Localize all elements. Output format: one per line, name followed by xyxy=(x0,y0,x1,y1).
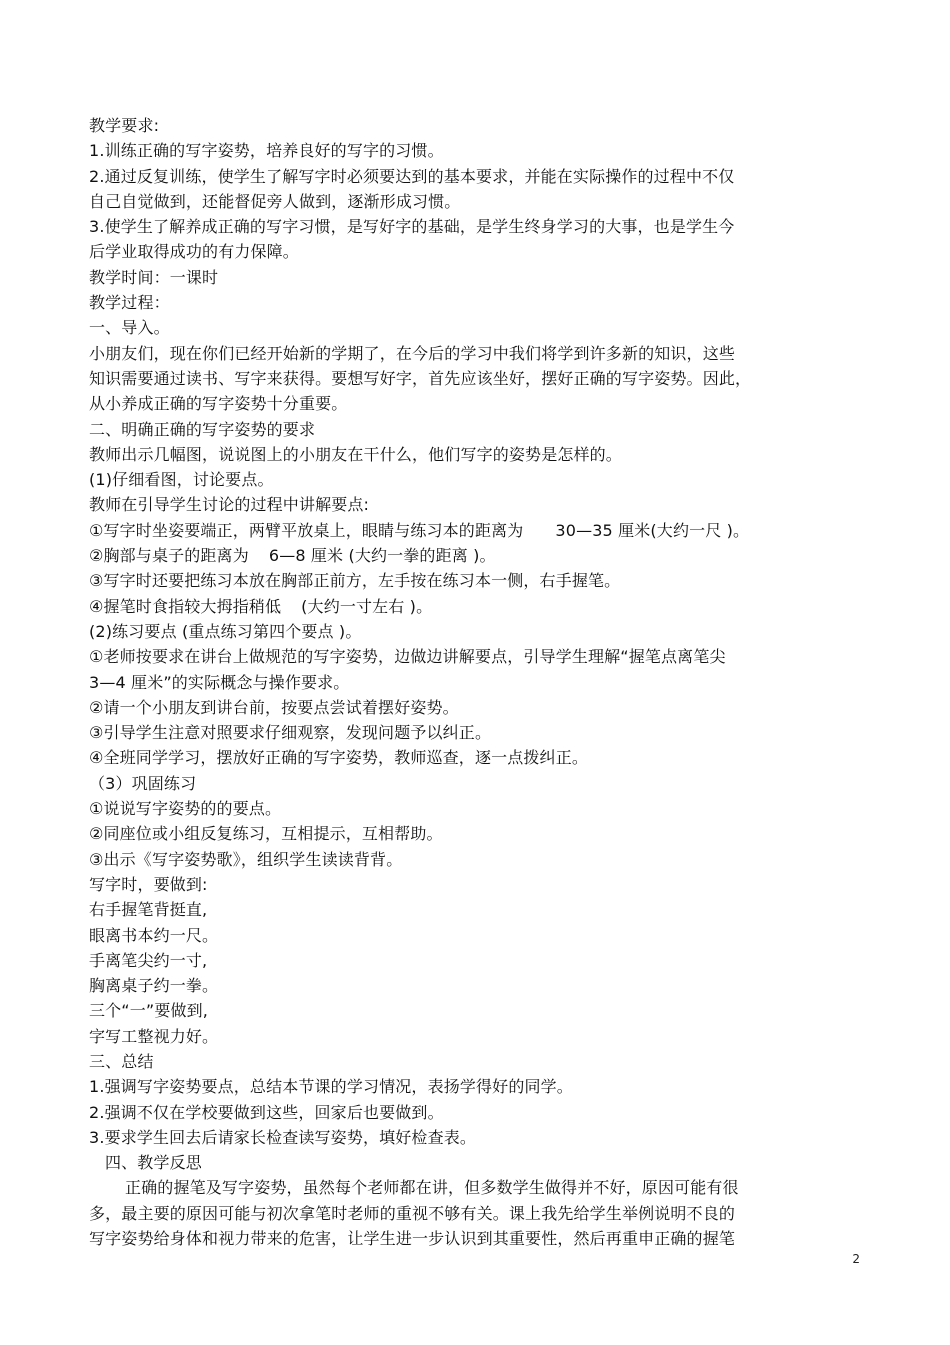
point-2-distance: 6—8 厘米 (大约一拳的距离 )。 xyxy=(268,546,496,566)
section-one-heading: 一、导入。 xyxy=(89,318,170,338)
intro-paragraph-line-3: 从小养成正确的写字姿势十分重要。 xyxy=(89,394,348,414)
reflection-line-1: 正确的握笔及写字姿势，虽然每个老师都在讲，但多数学生做得并不好，原因可能有很 xyxy=(125,1178,739,1198)
practice-point-3: ③引导学生注意对照要求仔细观察，发现问题予以纠正。 xyxy=(89,723,492,743)
section-three-heading: 三、总结 xyxy=(89,1051,154,1071)
song-line-3: 手离笔尖约一寸, xyxy=(89,950,208,970)
step-2-heading: (2)练习要点 (重点练习第四个要点 )。 xyxy=(89,621,362,641)
practice-point-1-line-2: 3—4 厘米”的实际概念与操作要求。 xyxy=(89,672,350,692)
practice-point-4: ④全班同学学习，摆放好正确的写字姿势，教师巡查，逐一点拨纠正。 xyxy=(89,748,588,768)
requirement-2-line-1: 2.通过反复训练，使学生了解写字时必须要达到的基本要求，并能在实际操作的过程中不仅 xyxy=(89,166,735,186)
section-four-heading: 四、教学反思 xyxy=(105,1153,202,1173)
song-line-4: 胸离桌子约一拳。 xyxy=(89,976,219,996)
consolidation-point-3: ③出示《写字姿势歌》，组织学生读读背背。 xyxy=(89,849,403,869)
point-1-text: ①写字时坐姿要端正，两臂平放桌上，眼睛与练习本的距离为 xyxy=(89,520,524,540)
summary-point-3: 3.要求学生回去后请家长检查读写姿势，填好检查表。 xyxy=(89,1127,477,1147)
requirement-2-line-2: 自己自觉做到，还能督促旁人做到，逐渐形成习惯。 xyxy=(89,191,461,211)
intro-paragraph-line-1: 小朋友们，现在你们已经开始新的学期了，在今后的学习中我们将学到许多新的知识，这些 xyxy=(89,343,736,363)
point-3: ③写字时还要把练习本放在胸部正前方，左手按在练习本一侧，右手握笔。 xyxy=(89,571,621,591)
reflection-line-2: 多，最主要的原因可能与初次拿笔时老师的重视不够有关。课上我先给学生举例说明不良的 xyxy=(89,1203,736,1223)
song-line-1: 右手握笔背挺直, xyxy=(89,900,208,920)
teaching-process-heading: 教学过程： xyxy=(89,293,170,313)
point-1-distance: 30—35 厘米(大约一尺 )。 xyxy=(555,520,750,540)
song-intro: 写字时，要做到: xyxy=(89,874,208,894)
step-3-heading: （3）巩固练习 xyxy=(89,773,197,793)
teaching-time: 教学时间：一课时 xyxy=(89,267,219,287)
section-two-heading: 二、明确正确的写字姿势的要求 xyxy=(89,419,316,439)
point-2-text: ②胸部与桌子的距离为 xyxy=(89,546,249,566)
practice-point-1-line-1: ①老师按要求在讲台上做规范的写字姿势，边做边讲解要点，引导学生理解“握笔点离笔尖 xyxy=(89,647,726,667)
point-4-detail: (大约一寸左右 )。 xyxy=(301,596,433,616)
song-line-6: 字写工整视力好。 xyxy=(89,1026,219,1046)
intro-paragraph-line-2: 知识需要通过读书、写字来获得。要想写好字，首先应该坐好，摆好正确的写字姿势。因此， xyxy=(89,368,752,388)
point-4 xyxy=(89,594,819,619)
practice-point-2: ②请一个小朋友到讲台前，按要点尝试着摆好姿势。 xyxy=(89,697,459,717)
summary-point-1: 1.强调写字姿势要点，总结本节课的学习情况，表扬学得好的同学。 xyxy=(89,1077,573,1097)
page-number: 2 xyxy=(852,1252,860,1266)
point-1 xyxy=(89,518,819,543)
pictures-instruction: 教师出示几幅图，说说图上的小朋友在干什么，他们写字的姿势是怎样的。 xyxy=(89,444,622,464)
point-4-text: ④握笔时食指较大拇指稍低 xyxy=(89,596,282,616)
step-1-heading: (1)仔细看图，讨论要点。 xyxy=(89,470,274,490)
song-line-2: 眼离书本约一尺。 xyxy=(89,925,219,945)
section-heading-teaching-requirements: 教学要求: xyxy=(89,116,160,135)
summary-point-2: 2.强调不仅在学校要做到这些，回家后也要做到。 xyxy=(89,1102,444,1122)
requirement-3-line-2: 后学业取得成功的有力保障。 xyxy=(89,242,299,262)
reflection-line-3: 写字姿势给身体和视力带来的危害，让学生进一步认识到其重要性，然后再重申正确的握笔 xyxy=(89,1229,736,1249)
consolidation-point-2: ②同座位或小组反复练习，互相提示，互相帮助。 xyxy=(89,824,443,844)
point-2 xyxy=(89,543,819,568)
requirement-1: 1.训练正确的写字姿势，培养良好的写字的习惯。 xyxy=(89,141,444,161)
song-line-5: 三个“一”要做到, xyxy=(89,1001,209,1021)
teacher-explains-points: 教师在引导学生讨论的过程中讲解要点: xyxy=(89,495,370,515)
requirement-3-line-1: 3.使学生了解养成正确的写字习惯，是写好字的基础，是学生终身学习的大事，也是学生今 xyxy=(89,217,735,237)
consolidation-point-1: ①说说写字姿势的的要点。 xyxy=(89,799,282,819)
document-body xyxy=(89,113,819,1251)
